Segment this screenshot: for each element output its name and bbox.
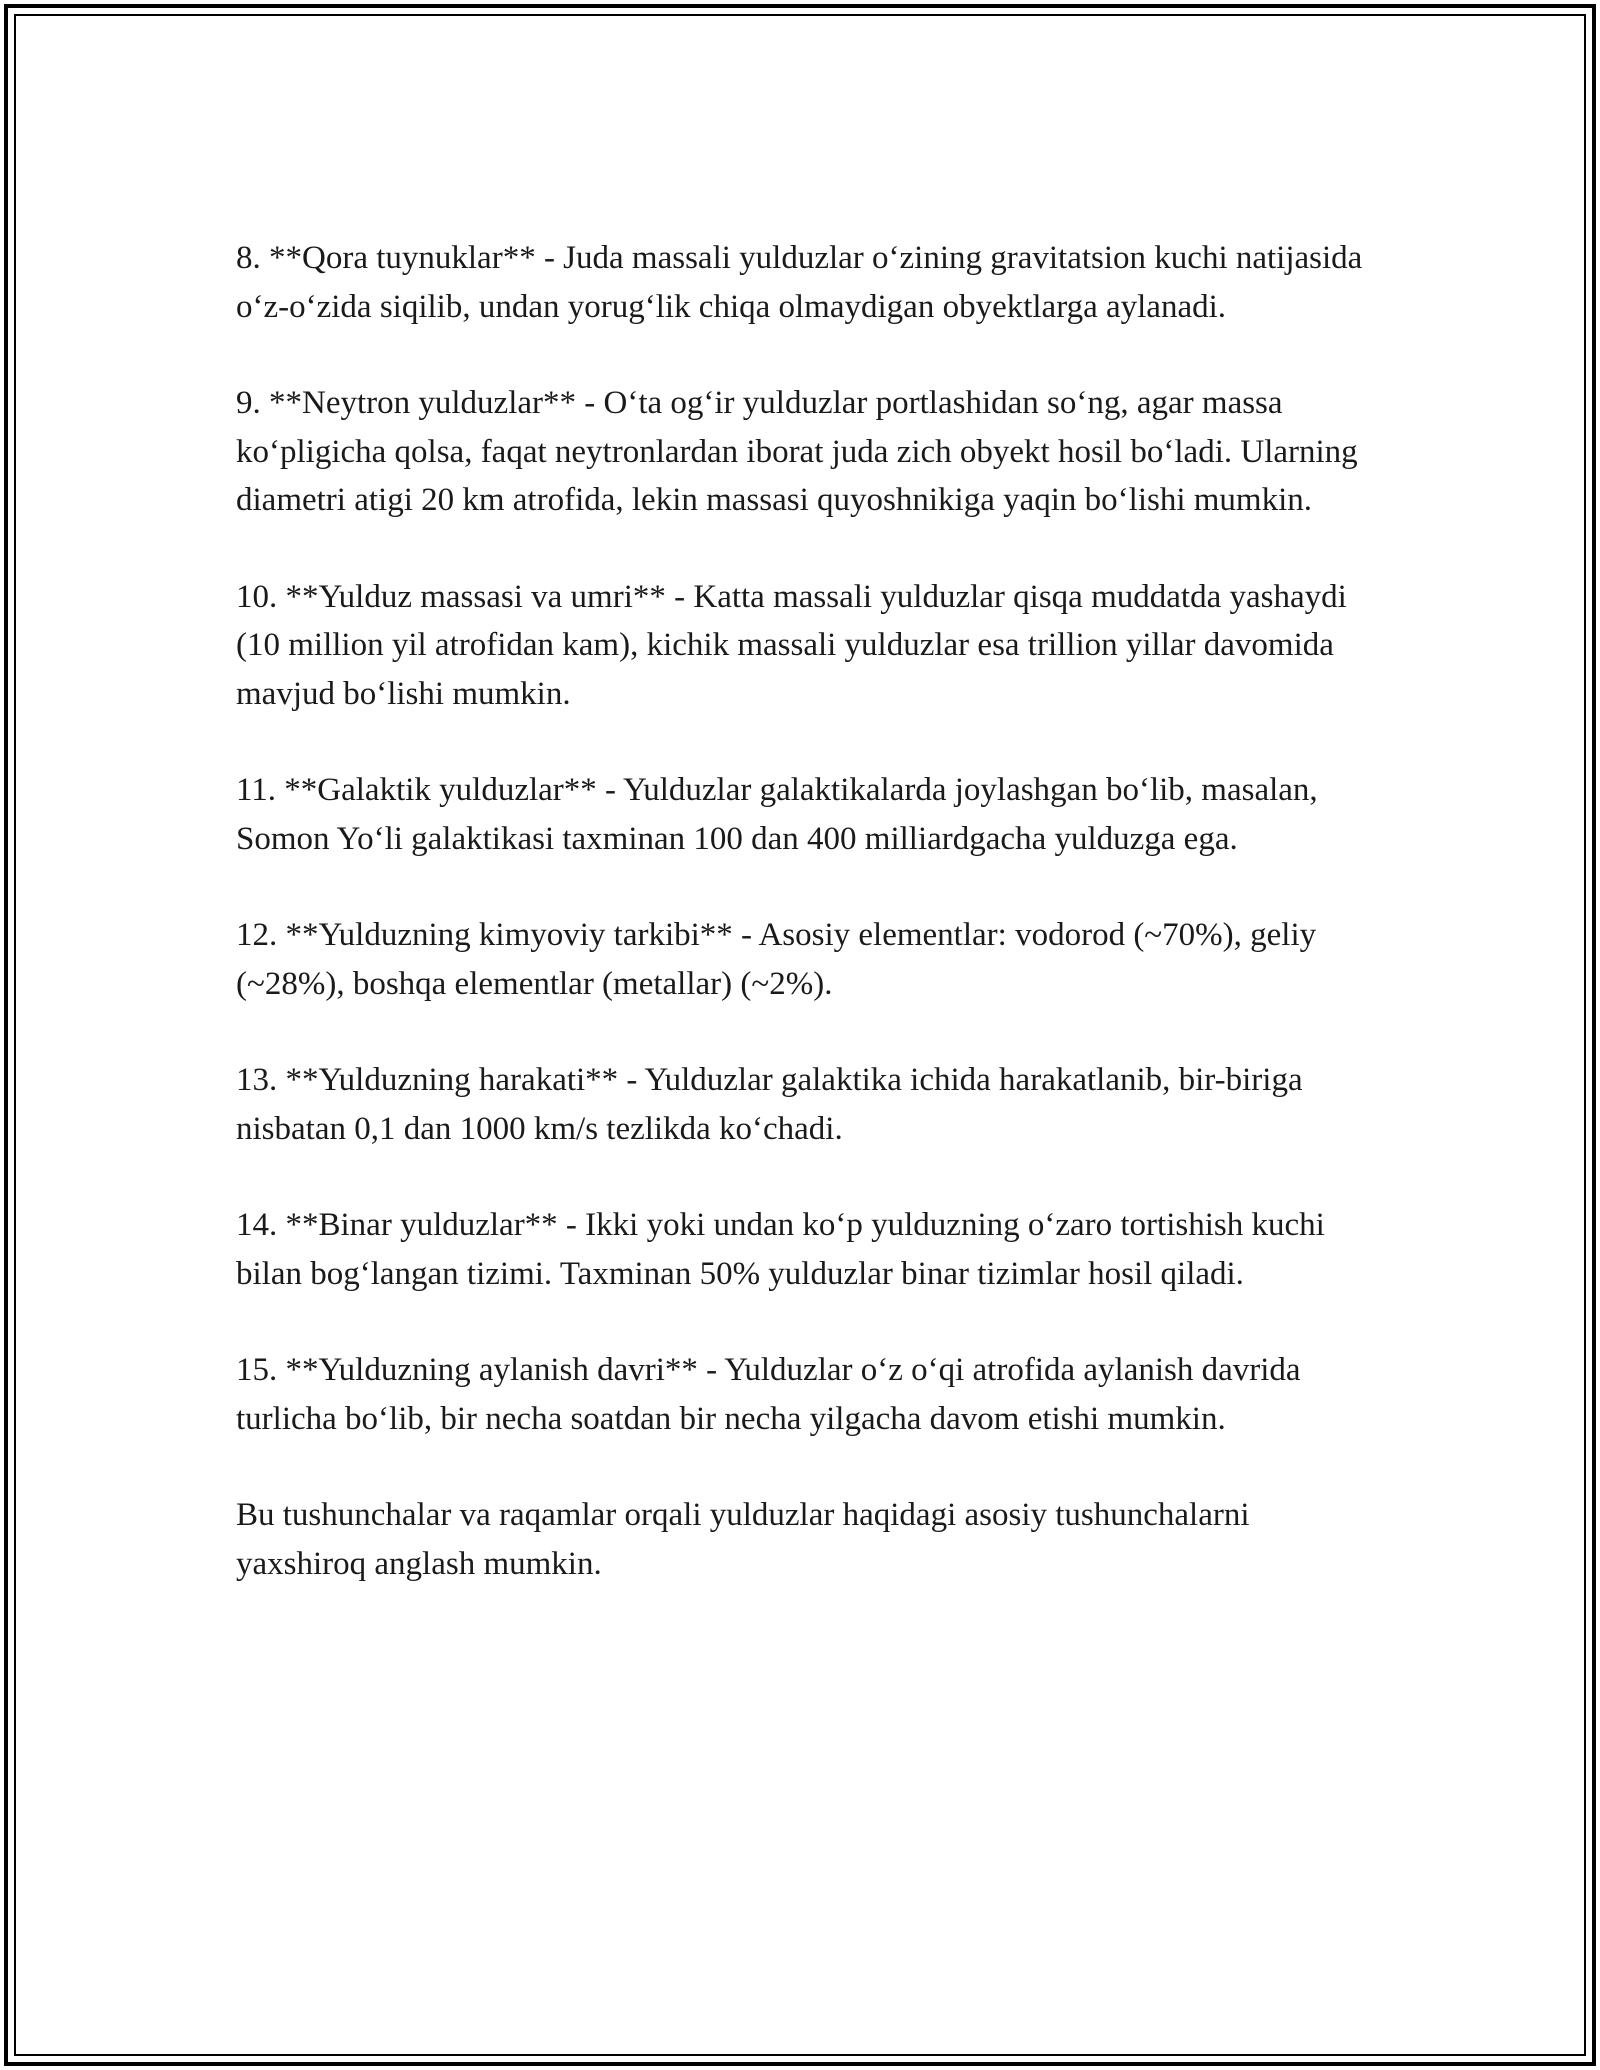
- paragraph-star-motion: 13. **Yulduzning harakati** - Yulduzlar galaktika ichida harakatlanib, bir-biriga nisbatan 0,1 dan 1000 km/s tezlikda ko‘chadi.: [236, 1062, 1303, 1147]
- paragraph-rotation-period: 15. **Yulduzning aylanish davri** - Yulduzlar o‘z o‘qi atrofida aylanish davrida turlicha bo‘lib, bir necha soatdan bir necha yilgacha davom etishi mumkin.: [236, 1352, 1301, 1437]
- paragraph-galactic-stars: 11. **Galaktik yulduzlar** - Yulduzlar galaktikalarda joylashgan bo‘lib, masalan, Somon Yo‘li galaktikasi taxminan 100 dan 400 milliardgacha yulduzga ega.: [236, 772, 1318, 857]
- paragraph-neutron-stars: 9. **Neytron yulduzlar** - O‘ta og‘ir yulduzlar portlashidan so‘ng, agar massa ko‘pligicha qolsa, faqat neytronlardan iborat juda zich obyekt hosil bo‘ladi. Ularning diametri atigi 20 km atrofida, lekin massasi quyoshnikiga yaqin bo‘lishi mumkin.: [236, 385, 1358, 518]
- document-body: [236, 234, 1366, 1588]
- paragraph-black-holes: 8. **Qora tuynuklar** - Juda massali yulduzlar o‘zining gravitatsion kuchi natijasida o‘z-o‘zida siqilib, undan yorug‘lik chiqa olmaydigan obyektlarga aylanadi.: [236, 240, 1363, 325]
- paragraph-conclusion: Bu tushunchalar va raqamlar orqali yulduzlar haqidagi asosiy tushunchalarni yaxshiroq anglash mumkin.: [236, 1497, 1250, 1582]
- paragraph-binary-stars: 14. **Binar yulduzlar** - Ikki yoki undan ko‘p yulduzning o‘zaro tortishish kuchi bilan bog‘langan tizimi. Taxminan 50% yulduzlar binar tizimlar hosil qiladi.: [236, 1207, 1325, 1292]
- paragraph-chemical-composition: 12. **Yulduzning kimyoviy tarkibi** - Asosiy elementlar: vodorod (~70%), geliy (~28%), boshqa elementlar (metallar) (~2%).: [236, 917, 1317, 1002]
- paragraph-star-mass-lifetime: 10. **Yulduz massasi va umri** - Katta massali yulduzlar qisqa muddatda yashaydi (10 million yil atrofidan kam), kichik massali yulduzlar esa trillion yillar davomida mavjud bo‘lishi mumkin.: [236, 578, 1347, 712]
